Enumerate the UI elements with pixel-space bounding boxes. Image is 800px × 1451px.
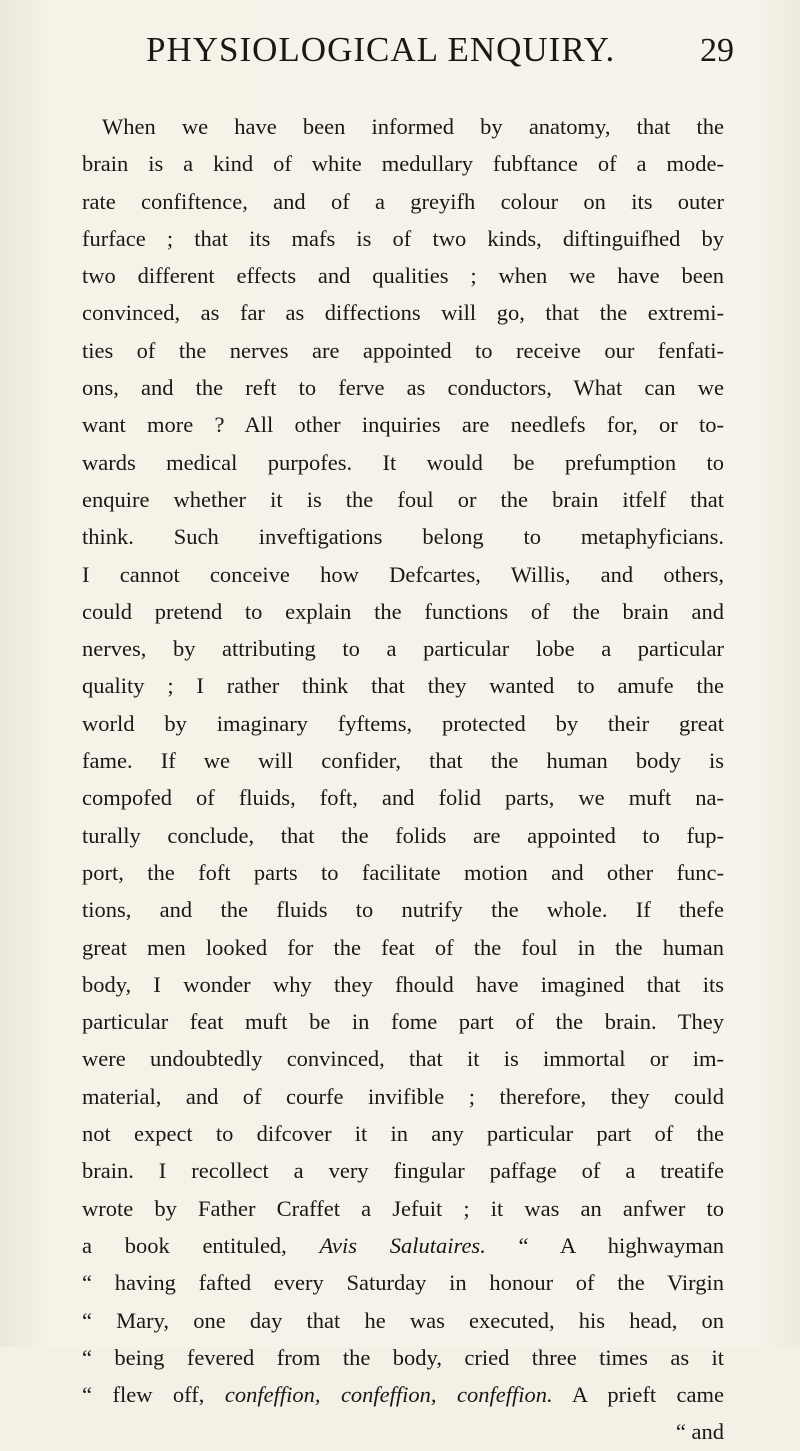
text-line: rate confiftence, and of a greyifh colour on its outer [82, 188, 724, 214]
page-number: 29 [700, 32, 734, 69]
text-line: brain is a kind of white medullary fubftance of a mode- [82, 151, 724, 177]
text-line: want more ? All other inquiries are needlefs for, or to- [82, 412, 724, 438]
text-line: I cannot conceive how Defcartes, Willis, and others, [82, 561, 724, 587]
italic-quote: confeffion, confeffion, confeffion. [224, 1382, 553, 1408]
italic-title: Avis Salutaires. [319, 1232, 486, 1258]
text-line: furface ; that its mafs is of two kinds, diftinguifhed by [82, 225, 724, 251]
text-line: “ Mary, one day that he was executed, his head, on [82, 1307, 724, 1333]
text-line: turally conclude, that the folids are appointed to fup- [82, 822, 724, 848]
text-line: body, I wonder why they fhould have imagined that its [82, 971, 724, 997]
running-head: PHYSIOLOGICAL ENQUIRY. [146, 30, 616, 69]
text-line: great men looked for the feat of the foul in the human [82, 934, 724, 960]
text-line: not expect to difcover it in any particular part of the [82, 1121, 724, 1147]
text-line: “ flew off, confeffion, confeffion, confeffion. A prieft came [82, 1382, 725, 1408]
text-line: brain. I recollect a very fingular paffage of a treatife [82, 1158, 724, 1184]
text-line: “ being fevered from the body, cried three times as it [82, 1344, 724, 1370]
text-line: convinced, as far as diffections will go, that the extremi- [82, 300, 724, 326]
text-line: enquire whether it is the foul or the brain itfelf that [82, 486, 724, 512]
text-line: could pretend to explain the functions of the brain and [82, 598, 724, 624]
text-line: think. Such inveftigations belong to metaphyficians. [82, 524, 724, 550]
catchword: “ and [675, 1419, 724, 1445]
text-line: two different effects and qualities ; when we have been [82, 263, 724, 289]
text-line: were undoubtedly convinced, that it is immortal or im- [82, 1046, 724, 1072]
text-line: fame. If we will confider, that the human body is [82, 748, 724, 774]
text-line: compofed of fluids, foft, and folid parts, we muft na- [82, 785, 724, 811]
text-line: ties of the nerves are appointed to receive our fenfati- [82, 337, 724, 363]
page-header [0, 30, 800, 80]
text-line: nerves, by attributing to a particular lobe a particular [82, 636, 724, 662]
text-line: “ having fafted every Saturday in honour of the Virgin [82, 1270, 724, 1296]
text-line: world by imaginary fyftems, protected by their great [82, 710, 724, 736]
text-line: When we have been informed by anatomy, that the [102, 114, 724, 139]
text-line: wards medical purpofes. It would be prefumption to [82, 449, 724, 475]
text-line: a book entituled, Avis Salutaires. “ A highwayman [82, 1232, 725, 1258]
text-line: particular feat muft be in fome part of the brain. They [82, 1009, 724, 1035]
text-line: quality ; I rather think that they wanted to amufe the [82, 673, 724, 699]
text-line: material, and of courfe invifible ; therefore, they could [82, 1083, 724, 1109]
text-line: ons, and the reft to ferve as conductors, What can we [82, 375, 724, 401]
text-line: port, the foft parts to facilitate motion and other func- [82, 859, 724, 885]
body-text [82, 108, 724, 1451]
text-line: tions, and the fluids to nutrify the whole. If thefe [82, 897, 724, 923]
text-line: wrote by Father Craffet a Jefuit ; it was an anfwer to [82, 1195, 724, 1221]
